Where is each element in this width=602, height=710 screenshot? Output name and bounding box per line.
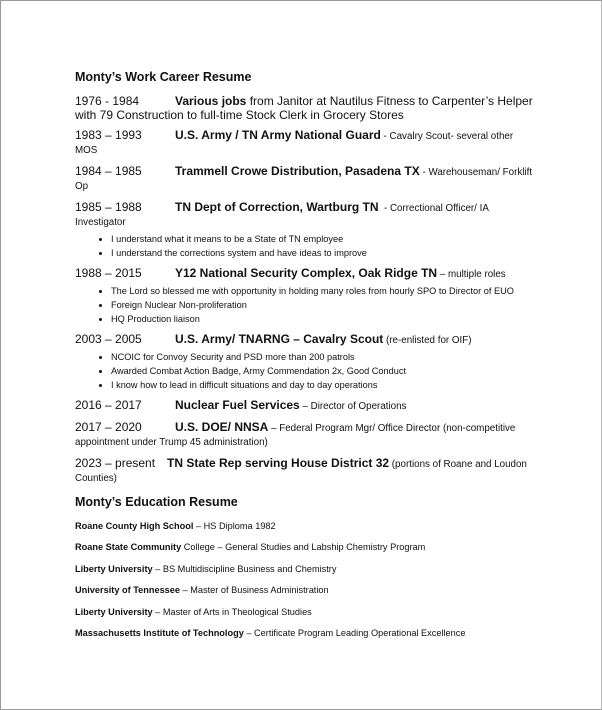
list-item: • I know how to lead in difficult situations and day to day operations — [111, 378, 537, 392]
job-entry — [75, 164, 537, 194]
education-item — [75, 605, 537, 619]
job-entry — [75, 420, 537, 450]
list-item: • Foreign Nuclear Non-proliferation — [111, 298, 537, 312]
list-item: • The Lord so blessed me with opportunity in holding many roles from hourly SPO to Director of EUO — [111, 284, 537, 298]
job-description: – Federal Program Mgr/ Office Director (non-competitive — [268, 423, 516, 434]
job-description-continued: with 79 Construction to full-time Stock Clerk in Grocery Stores — [75, 108, 404, 122]
job-title: U.S. Army/ TNARNG – Cavalry Scout — [175, 332, 384, 346]
job-entry — [75, 398, 537, 414]
job-dates: 2023 – present — [75, 456, 156, 470]
job-title: U.S. Army / TN Army National Guard — [175, 128, 381, 142]
job-bullet-list — [75, 350, 537, 392]
job-title: Y12 National Security Complex, Oak Ridge TN — [175, 266, 438, 280]
school-name: Liberty University — [75, 563, 153, 574]
job-title: TN Dept of Correction, Wartburg TN — [175, 200, 379, 214]
education-item — [75, 626, 537, 640]
job-description-continued: appointment under Trump 45 administration) — [75, 437, 268, 448]
job-entry — [75, 200, 537, 260]
list-item: • NCOIC for Convoy Security and PSD more than 200 patrols — [111, 350, 537, 364]
job-description: – multiple roles — [437, 269, 506, 280]
job-description: - Correctional Officer/ IA — [378, 203, 489, 214]
list-item: • I understand what it means to be a State of TN employee — [111, 232, 537, 246]
list-item: • HQ Production liaison — [111, 312, 537, 326]
job-dates: 2017 – 2020 — [75, 420, 142, 434]
school-name: Massachusetts Institute of Technology — [75, 627, 244, 638]
job-description: – Director of Operations — [299, 401, 407, 412]
job-dates: 1983 – 1993 — [75, 128, 142, 142]
education-detail: – Certificate Program Leading Operational Excellence — [243, 627, 466, 638]
education-detail: – Master of Business Administration — [180, 585, 329, 596]
job-title: Nuclear Fuel Services — [175, 398, 300, 412]
job-description-continued: Investigator — [75, 217, 126, 228]
job-title: Various jobs — [175, 94, 247, 108]
job-entry — [75, 266, 537, 326]
job-entry — [75, 128, 537, 158]
education-item — [75, 583, 537, 597]
education-item — [75, 540, 537, 554]
school-name: University of Tennessee — [75, 585, 181, 596]
job-description: - Warehouseman/ Forklift — [419, 167, 533, 178]
job-title: Trammell Crowe Distribution, Pasadena TX — [175, 164, 420, 178]
education-item — [75, 562, 537, 576]
school-name: Roane State Community — [75, 542, 182, 553]
education-detail: – Master of Arts in Theological Studies — [152, 606, 312, 617]
job-bullet-list — [75, 232, 537, 260]
job-description-continued: Op — [75, 181, 89, 192]
job-dates: 1984 – 1985 — [75, 164, 142, 178]
job-entry — [75, 332, 537, 392]
career-heading: Monty’s Work Career Resume — [75, 70, 252, 84]
job-description: (portions of Roane and Loudon — [389, 459, 527, 470]
school-name: Liberty University — [75, 606, 153, 617]
school-name: Roane County High School — [75, 521, 194, 531]
education-detail: – BS Multidiscipline Business and Chemistry — [152, 563, 337, 574]
education-heading: Monty’s Education Resume — [75, 495, 238, 509]
education-detail: College – General Studies and Labship Chemistry Program — [181, 542, 426, 553]
job-description-continued: Counties) — [75, 473, 117, 484]
list-item: • I understand the corrections system and have ideas to improve — [111, 246, 537, 260]
education-detail: – HS Diploma 1982 — [193, 521, 276, 531]
job-description-continued: MOS — [75, 145, 98, 156]
job-description: - Cavalry Scout- several other — [380, 131, 514, 142]
education-item — [75, 519, 537, 533]
job-dates: 1976 - 1984 — [75, 94, 140, 108]
job-description: from Janitor at Nautilus Fitness to Carpenter’s Helper — [246, 94, 533, 108]
list-item: • Awarded Combat Action Badge, Army Commendation 2x, Good Conduct — [111, 364, 537, 378]
job-bullet-list — [75, 284, 537, 326]
job-entry — [75, 94, 537, 122]
job-dates: 1988 – 2015 — [75, 266, 142, 280]
job-dates: 2003 – 2005 — [75, 332, 142, 346]
job-dates: 2016 – 2017 — [75, 398, 142, 412]
job-dates: 1985 – 1988 — [75, 200, 142, 214]
resume-content — [75, 69, 537, 647]
job-entry — [75, 456, 537, 486]
job-title: U.S. DOE/ NNSA — [175, 420, 269, 434]
job-title: TN State Rep serving House District 32 — [167, 456, 390, 470]
job-description: (re-enlisted for OIF) — [383, 335, 472, 346]
